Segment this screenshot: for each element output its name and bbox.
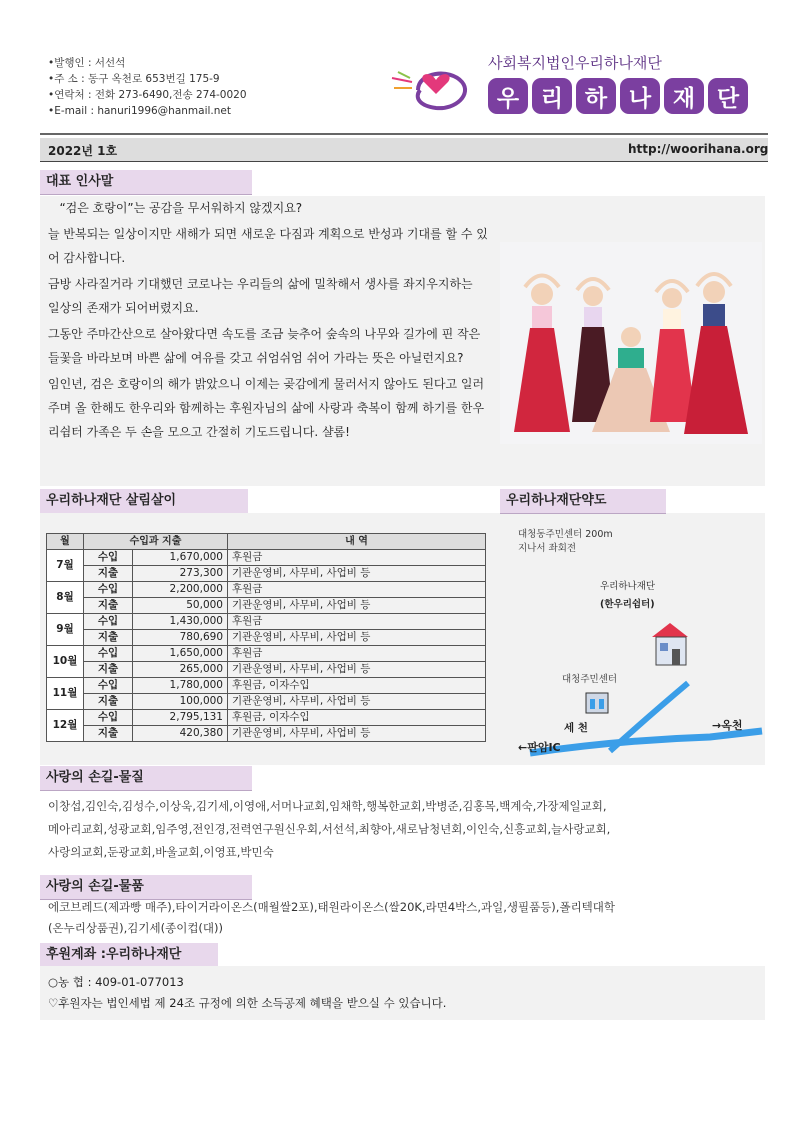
column-header: 월: [47, 534, 84, 550]
type-cell: 수입: [84, 710, 133, 726]
greeting-heading: 대표 인사말: [40, 170, 252, 195]
amount-cell: 273,300: [133, 566, 228, 582]
type-cell: 수입: [84, 678, 133, 694]
detail-cell: 후원금: [228, 646, 486, 662]
map-place-label: (한우리쉼터): [600, 599, 655, 610]
type-cell: 지출: [84, 598, 133, 614]
location-map: [500, 515, 765, 765]
donor-line: 사랑의교회,둔광교회,바울교회,이영표,박민숙: [48, 845, 274, 859]
month-cell: 7월: [47, 550, 84, 582]
brand-char: 나: [620, 78, 660, 114]
type-cell: 지출: [84, 630, 133, 646]
hanbok-group-photo: [500, 242, 762, 444]
type-cell: 수입: [84, 646, 133, 662]
month-cell: 12월: [47, 710, 84, 742]
table-row: [47, 694, 486, 710]
greeting-paragraph: “검은 호랑이”는 공감을 무서워하지 않겠지요?: [48, 201, 303, 215]
table-row: [47, 662, 486, 678]
table-row: [47, 646, 486, 662]
type-cell: 수입: [84, 614, 133, 630]
panam-label: ←판암IC: [518, 741, 561, 754]
donor-list: [48, 795, 768, 864]
detail-cell: 후원금, 이자수입: [228, 678, 486, 694]
amount-cell: 2,200,000: [133, 582, 228, 598]
amount-cell: 2,795,131: [133, 710, 228, 726]
map-place-label: 우리하나재단: [600, 581, 656, 592]
tax-notice-line: ♡후원자는 법인세법 제 24조 규정에 의한 소득공제 혜택을 받으실 수 있습니다.: [48, 996, 447, 1010]
amount-cell: 780,690: [133, 630, 228, 646]
detail-cell: 후원금: [228, 582, 486, 598]
table-row: [47, 614, 486, 630]
amount-cell: 1,430,000: [133, 614, 228, 630]
amount-cell: 50,000: [133, 598, 228, 614]
type-cell: 지출: [84, 662, 133, 678]
greeting-text: [48, 196, 488, 446]
email-line: •E-mail : hanuri1996@hanmail.net: [48, 105, 231, 117]
amount-cell: 1,670,000: [133, 550, 228, 566]
greeting-paragraph: 임인년, 검은 호랑이의 해가 밝았으니 이제는 곶감에게 물러서지 않아도 된다고 일러주며 올 한해도 한우리와 함께하는 후원자님의 삶에 사랑과 축복이 함께 하기를 한우리쉼터 가족은 두 손을 모으고 간절히 기도드립니다. 샬롬!: [48, 377, 485, 439]
foundation-logo-icon: [390, 60, 480, 115]
donor-line: 메아리교회,성광교회,임주영,전인경,전력연구원신우회,서선석,최향아,새로남청년회,이인숙,신흥교회,늘사랑교회,: [48, 822, 611, 836]
bank-account-line: ○농 협 : 409-01-077013: [48, 975, 184, 989]
month-cell: 9월: [47, 614, 84, 646]
month-cell: 11월: [47, 678, 84, 710]
amount-cell: 1,780,000: [133, 678, 228, 694]
detail-cell: 후원금: [228, 550, 486, 566]
table-row: [47, 710, 486, 726]
table-row: [47, 630, 486, 646]
detail-cell: 기관운영비, 사무비, 사업비 등: [228, 662, 486, 678]
goods-line: 에코브레드(제과빵 매주),타이거라이온스(매월쌀2포),태원라이온스(쌀20K,라면4박스,과일,생필품등),폴리텍대학: [48, 900, 615, 914]
type-cell: 지출: [84, 566, 133, 582]
amount-cell: 420,380: [133, 726, 228, 742]
greeting-paragraph: 그동안 주마간산으로 살아왔다면 속도를 조금 늦추어 숲속의 나무와 길가에 핀 작은 들꽃을 바라보며 바쁜 삶에 여유를 갖고 쉬엄쉬엄 쉬어 가라는 뜻은 아닐런지요?: [48, 327, 481, 365]
map-note: 지나서 좌회전: [518, 543, 577, 554]
okcheon-label: →옥천: [712, 719, 743, 732]
org-type: 사회복지법인우리하나재단: [488, 54, 662, 72]
map-center-label: 대청주민센터: [562, 674, 618, 685]
table-row: [47, 598, 486, 614]
table-row: [47, 678, 486, 694]
brand-char: 리: [532, 78, 572, 114]
detail-cell: 기관운영비, 사무비, 사업비 등: [228, 726, 486, 742]
greeting-paragraph: 금방 사라질거라 기대했던 코로나는 우리들의 삶에 밀착해서 생사를 좌지우지하는 일상의 존재가 되어버렸지요.: [48, 277, 473, 315]
table-row: [47, 726, 486, 742]
brand-char: 우: [488, 78, 528, 114]
detail-cell: 기관운영비, 사무비, 사업비 등: [228, 694, 486, 710]
issue-number: 2022년 1호: [48, 144, 118, 158]
detail-cell: 기관운영비, 사무비, 사업비 등: [228, 566, 486, 582]
type-cell: 수입: [84, 550, 133, 566]
goods-heading: 사랑의 손길-물품: [40, 875, 252, 900]
goods-line: (온누리상품권),김기세(종이컵(대)): [48, 921, 223, 935]
detail-cell: 기관운영비, 사무비, 사업비 등: [228, 598, 486, 614]
brand-char: 단: [708, 78, 748, 114]
month-cell: 8월: [47, 582, 84, 614]
finance-table: [46, 533, 486, 742]
goods-list: [48, 897, 768, 939]
type-cell: 수입: [84, 582, 133, 598]
detail-cell: 후원금: [228, 614, 486, 630]
publisher-info: [48, 55, 247, 119]
amount-cell: 100,000: [133, 694, 228, 710]
contact-line: •연락처 : 전화 273-6490,전송 274-0020: [48, 89, 247, 101]
month-cell: 10월: [47, 646, 84, 678]
amount-cell: 1,650,000: [133, 646, 228, 662]
brand-wordmark: [488, 78, 748, 114]
donors-heading: 사랑의 손길-물질: [40, 766, 252, 791]
type-cell: 지출: [84, 694, 133, 710]
building-icon: [586, 693, 608, 713]
finance-heading: 우리하나재단 살림살이: [40, 489, 248, 514]
table-row: [47, 566, 486, 582]
brand-char: 하: [576, 78, 616, 114]
brand-char: 재: [664, 78, 704, 114]
publisher-line: •발행인 : 서선석: [48, 57, 126, 69]
table-row: [47, 582, 486, 598]
header-divider: [40, 133, 768, 135]
account-info: [48, 972, 446, 1014]
type-cell: 지출: [84, 726, 133, 742]
website-link[interactable]: http://woorihana.org: [628, 142, 769, 156]
address-line: •주 소 : 동구 옥천로 653번길 175-9: [48, 73, 220, 85]
donor-line: 이창섭,김인숙,김성수,이상욱,김기세,이영애,서머나교회,임채학,행복한교회,박병준,김홍목,백계숙,가장제일교회,: [48, 799, 607, 813]
detail-cell: 후원금, 이자수입: [228, 710, 486, 726]
map-heading: 우리하나재단약도: [500, 489, 666, 514]
amount-cell: 265,000: [133, 662, 228, 678]
table-row: [47, 550, 486, 566]
column-header: 수입과 지출: [84, 534, 228, 550]
greeting-paragraph: 늘 반복되는 일상이지만 새해가 되면 새로운 다짐과 계획으로 반성과 기대를 할 수 있어 감사합니다.: [48, 227, 488, 265]
sechon-label: 세 천: [564, 722, 588, 734]
account-heading: 후원계좌 :우리하나재단: [40, 943, 218, 968]
map-note: 대청동주민센터 200m: [518, 529, 613, 540]
detail-cell: 기관운영비, 사무비, 사업비 등: [228, 630, 486, 646]
table-header-row: [47, 534, 486, 550]
column-header: 내 역: [228, 534, 486, 550]
